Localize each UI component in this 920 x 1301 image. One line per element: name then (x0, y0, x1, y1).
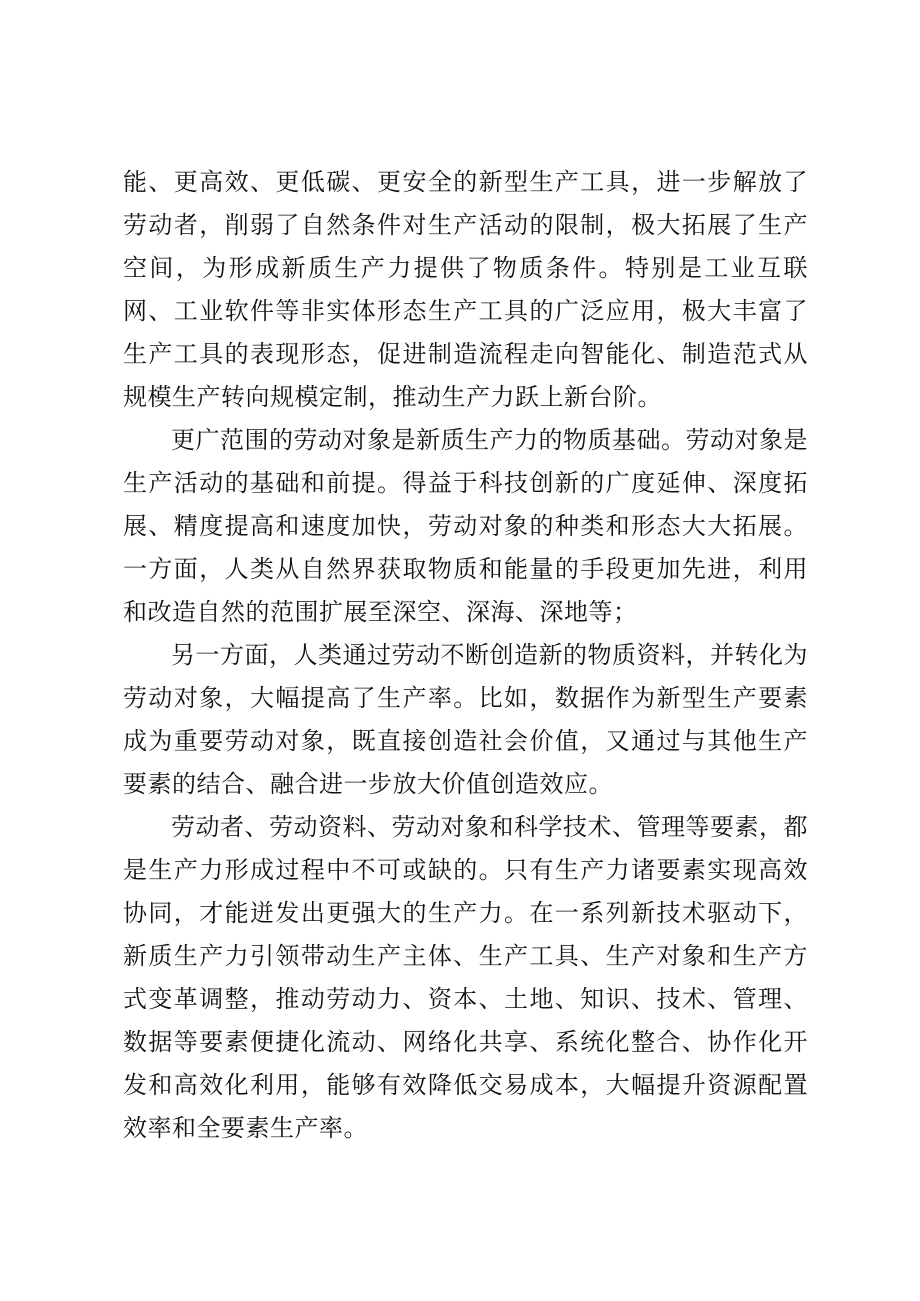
paragraph: 另一方面，人类通过劳动不断创造新的物质资料，并转化为劳动对象，大幅提高了生产率。比如，数据作为新型生产要素成为重要劳动对象，既直接创造社会价值，又通过与其他生产要素的结合、融合进一步放大价值创造效应。 (123, 641, 808, 798)
paragraph-continued: 能、更高效、更低碳、更安全的新型生产工具，进一步解放了劳动者，削弱了自然条件对生产活动的限制，极大拓展了生产空间，为形成新质生产力提供了物质条件。特别是工业互联网、工业软件等非实体形态生产工具的广泛应用，极大丰富了生产工具的表现形态，促进制造流程走向智能化、制造范式从规模生产转向规模定制，推动生产力跃上新台阶。 (123, 168, 808, 411)
document-body (123, 161, 808, 1150)
paragraph: 更广范围的劳动对象是新质生产力的物质基础。劳动对象是生产活动的基础和前提。得益于科技创新的广度延伸、深度拓展、精度提高和速度加快，劳动对象的种类和形态大大拓展。一方面，人类从自然界获取物质和能量的手段更加先进，利用和改造自然的范围扩展至深空、深海、深地等； (123, 426, 808, 626)
paragraph: 劳动者、劳动资料、劳动对象和科学技术、管理等要素，都是生产力形成过程中不可或缺的。只有生产力诸要素实现高效协同，才能迸发出更强大的生产力。在一系列新技术驱动下，新质生产力引领带动生产主体、生产工具、生产对象和生产方式变革调整，推动劳动力、资本、土地、知识、技术、管理、数据等要素便捷化流动、网络化共享、系统化整合、协作化开发和高效化利用，能够有效降低交易成本，大幅提升资源配置效率和全要素生产率。 (123, 813, 808, 1142)
